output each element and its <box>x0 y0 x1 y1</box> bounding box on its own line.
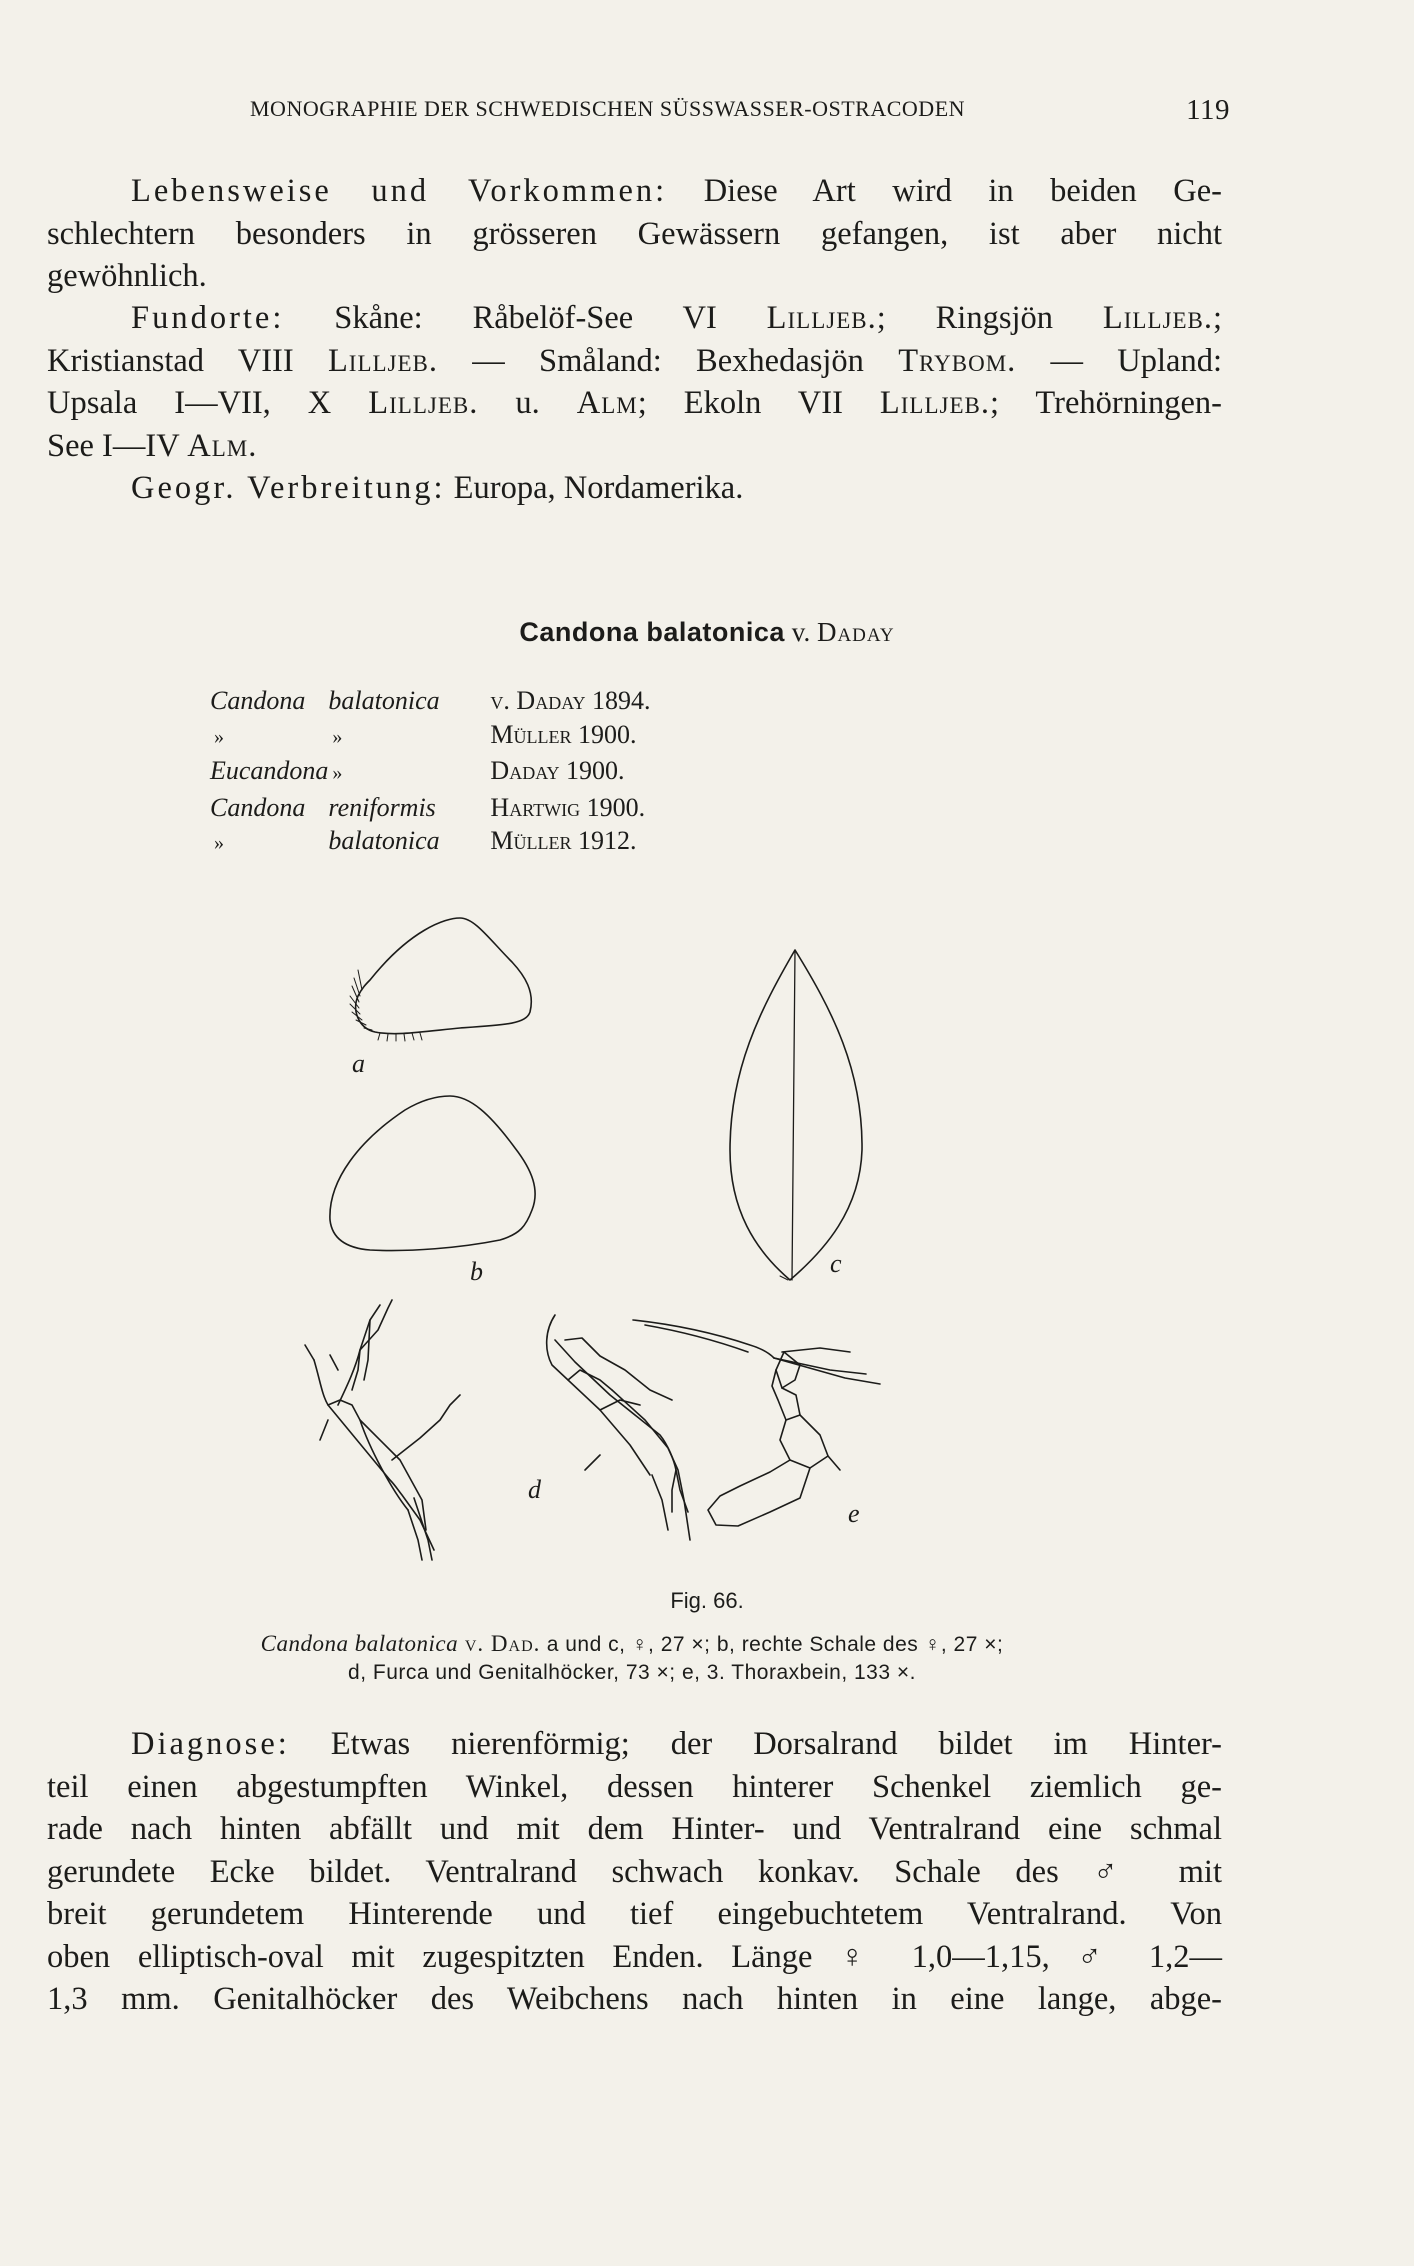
synonym-species: balatonica <box>328 826 440 855</box>
habitat-line-3: gewöhnlich. <box>47 258 207 294</box>
habitat-line-1 <box>47 170 1222 213</box>
diagnosis-line-1 <box>47 1723 1222 1766</box>
species-author: Daday <box>816 617 895 647</box>
diagnosis-paragraph <box>47 1723 1222 2021</box>
shell-a-setae <box>350 970 422 1041</box>
shell-c-outline <box>730 950 862 1280</box>
synonymy-list <box>210 684 651 861</box>
diagnosis-line-7: 1,3 mm. Genitalhöcker des Weibchens nach hinten in eine lange, abge- <box>47 1981 1222 2017</box>
localities-text: ; <box>1212 300 1222 336</box>
species-author-prefix: v. <box>784 617 817 647</box>
localities-text: — Upland: <box>1016 342 1222 379</box>
synonym-genus: Candona <box>210 792 306 822</box>
synonymy-row <box>210 791 651 825</box>
distribution-line <box>47 467 1222 510</box>
caption-species: Candona balatonica <box>260 1631 459 1656</box>
habitat-paragraph <box>47 170 1222 298</box>
page-number: 119 <box>1186 94 1230 126</box>
collector-name: Lilljeb. <box>368 385 479 421</box>
synonym-genus: Eucandona <box>210 756 329 785</box>
synonymy-row <box>210 754 651 791</box>
synonym-species: reniformis <box>328 792 436 822</box>
localities-line-2 <box>47 340 1222 383</box>
collector-name: Alm. <box>187 427 258 464</box>
synonym-species: balatonica <box>328 686 440 715</box>
synonymy-row <box>210 684 651 718</box>
running-title: MONOGRAPHIE DER SCHWEDISCHEN SÜSSWASSER-OSTRACODEN <box>250 96 966 121</box>
localities-text: Skåne: Råbelöf-See VI <box>284 300 767 336</box>
localities-line-1 <box>47 297 1222 340</box>
distribution-text: Europa, Nordamerika. <box>445 470 744 506</box>
diagnosis-line-4: gerundete Ecke bildet. Ventralrand schwach konkav. Schale des ♂ mit <box>47 1853 1222 1890</box>
synonym-author: Müller 1912. <box>490 826 637 855</box>
caption-author: v. Dad. <box>458 1631 541 1656</box>
shell-a-outline <box>356 918 532 1034</box>
shell-b-outline <box>330 1096 535 1251</box>
localities-text: See I—IV <box>47 427 188 464</box>
furca-drawing <box>305 1300 460 1560</box>
synonym-author: Müller 1900. <box>490 719 637 749</box>
diagnosis-text-1: Etwas nierenförmig; der Dorsalrand bildet im Hinter- <box>289 1726 1222 1762</box>
synonym-species: » <box>332 725 343 748</box>
synonymy-row <box>210 718 651 755</box>
figure-letter-c: c <box>830 1249 842 1278</box>
localities-text: Upsala I—VII, X <box>47 385 369 421</box>
collector-name: Lilljeb. <box>879 385 990 421</box>
genital-hump-drawing <box>547 1315 690 1540</box>
synonym-author: v. Daday 1894. <box>490 686 651 715</box>
localities-text: ; Ringsjön <box>876 300 1103 336</box>
distribution-paragraph <box>47 467 1222 510</box>
localities-paragraph <box>47 297 1222 467</box>
shell-c-hinge <box>792 950 795 1280</box>
species-heading <box>0 617 1414 648</box>
localities-text: — Småland: Bexhedasjön <box>438 342 899 379</box>
caption-line-2: d, Furca und Genitalhöcker, 73 ×; e, 3. Thoraxbein, 133 ×. <box>348 1661 916 1684</box>
collector-name: Lilljeb. <box>766 300 877 336</box>
figure-66 <box>300 900 1060 1580</box>
diagnosis-line-2: teil einen abgestumpften Winkel, dessen hinterer Schenkel ziemlich ge- <box>47 1768 1222 1805</box>
caption-text-1: a und c, ♀, 27 ×; b, rechte Schale des ♀, 27 ×; <box>540 1633 1004 1656</box>
habitat-line-2: schlechtern besonders in grösseren Gewässern gefangen, ist aber nicht <box>47 215 1222 252</box>
diagnosis-line-5: breit gerundetem Hinterende und tief eingebuchtetem Ventralrand. Von <box>47 1896 1222 1932</box>
habitat-text-1: Diese Art wird in beiden Ge- <box>667 173 1222 209</box>
localities-line-4 <box>47 425 1222 468</box>
localities-label: Fundorte: <box>131 300 285 336</box>
synonym-genus: » <box>214 832 224 854</box>
synonym-author: Hartwig 1900. <box>490 792 646 822</box>
thoracic-leg-drawing <box>633 1320 880 1526</box>
figure-caption <box>132 1630 1132 1687</box>
figure-letter-d: d <box>528 1475 541 1504</box>
figure-letter-b: b <box>470 1257 483 1286</box>
caption-line-1 <box>132 1630 1132 1659</box>
species-name: Candona balatonica <box>519 617 785 647</box>
localities-text: ; Trehörningen- <box>989 385 1222 421</box>
localities-line-3 <box>47 382 1222 425</box>
diagnosis-line-3: rade nach hinten abfällt und mit dem Hinter- und Ventralrand eine schmal <box>47 1811 1222 1847</box>
synonym-species: » <box>332 762 343 784</box>
figure-letter-e: e <box>848 1499 860 1528</box>
diagnosis-line-6: oben elliptisch-oval mit zugespitzten Enden. Länge ♀ 1,0—1,15, ♂ 1,2— <box>47 1938 1222 1975</box>
figure-label: Fig. 66. <box>670 1588 744 1613</box>
synonym-genus: Candona <box>210 686 306 715</box>
localities-text: u. <box>478 385 577 421</box>
collector-name: Trybom. <box>898 342 1017 379</box>
localities-text: ; Ekoln VII <box>637 385 880 421</box>
collector-name: Lilljeb. <box>327 342 439 379</box>
collector-name: Lilljeb. <box>1102 300 1213 336</box>
synonymy-row <box>210 824 651 861</box>
diagnosis-label: Diagnose: <box>131 1726 290 1762</box>
synonym-author: Daday 1900. <box>490 756 625 785</box>
figure-letter-a: a <box>352 1049 365 1078</box>
synonym-genus: » <box>214 725 224 748</box>
ostracod-illustration <box>300 900 1060 1580</box>
distribution-label: Geogr. Verbreitung: <box>131 470 446 506</box>
localities-text: Kristianstad VIII <box>47 342 328 379</box>
habitat-label: Lebensweise und Vorkommen: <box>131 173 668 209</box>
collector-name: Alm <box>576 385 638 421</box>
